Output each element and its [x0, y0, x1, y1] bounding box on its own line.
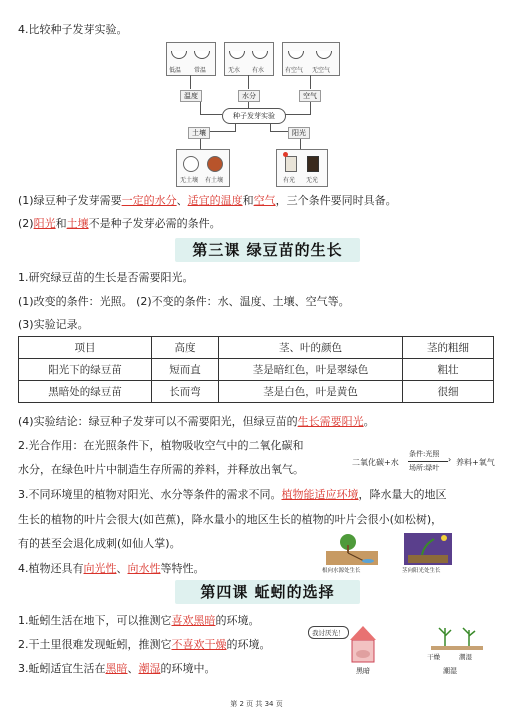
- formula-right: 养料+氧气: [456, 458, 495, 467]
- table-cell: 长而弯: [152, 381, 219, 403]
- diagram-center: [222, 108, 286, 124]
- bowl-icon: [229, 51, 245, 59]
- bowl-icon: [252, 51, 268, 59]
- worm-line-2: 2.干土里很难发现蚯蚓，推测它不喜欢干燥的环境。: [18, 638, 271, 651]
- adaptation-line-3: 有的甚至会退化成刺(如仙人掌)。: [18, 537, 181, 550]
- bowl-icon: [194, 51, 210, 59]
- stem-caption: 茎向阳光处生长: [402, 568, 441, 574]
- table-cell: 黑暗处的绿豆苗: [19, 381, 152, 403]
- lesson3-record-heading: (3)实验记录。: [18, 318, 89, 331]
- dark-label: 黑暗: [356, 667, 370, 675]
- table-header: 茎、叶的颜色: [219, 337, 403, 359]
- arrow-icon: ›: [448, 455, 452, 464]
- table-cell: 粗壮: [403, 359, 494, 381]
- factor-temperature: 温度: [180, 90, 202, 102]
- label-normal-temp: 常温: [194, 67, 207, 74]
- factor-light: 阳光: [288, 127, 310, 139]
- page-footer: 第 2 页 共 34 页: [230, 700, 283, 708]
- label-with-air: 有空气: [285, 67, 304, 74]
- photosynthesis-formula: [352, 450, 502, 480]
- wet-label-bottom: 潮湿: [443, 667, 457, 675]
- table-cell: 短而直: [152, 359, 219, 381]
- paragraph-2: (2)阳光和土壤不是种子发芽必需的条件。: [18, 217, 221, 230]
- diagram-center-label: 种子发芽实验: [233, 112, 275, 120]
- lesson3-item-1: 1.研究绿豆苗的生长是否需要阳光。: [18, 271, 194, 284]
- factor-soil: 土壤: [188, 127, 210, 139]
- factor-water: 水分: [238, 90, 260, 102]
- label-with-light: 有光: [283, 177, 296, 184]
- wet-label: 潮湿: [459, 653, 472, 661]
- speech-bubble: 我讨厌光！: [308, 626, 349, 639]
- table-header: 项目: [19, 337, 152, 359]
- formula-left: 二氧化碳+水: [352, 458, 399, 467]
- worm-dark-image: [308, 618, 380, 678]
- lesson3-conditions: (1)改变的条件：光照。 (2)不变的条件：水、温度、土壤、空气等。: [18, 295, 350, 308]
- bowl-icon: [316, 51, 332, 59]
- table-header-row: [19, 337, 494, 359]
- table-cell: 阳光下的绿豆苗: [19, 359, 152, 381]
- table-header: 高度: [152, 337, 219, 359]
- bowl-icon: [288, 51, 304, 59]
- table-row: [19, 359, 494, 381]
- lesson4-title: 第四课 蚯蚓的选择: [175, 580, 360, 604]
- worm-line-3: 3.蚯蚓适宜生活在黑暗、潮湿的环境中。: [18, 662, 216, 675]
- table-cell: 很细: [403, 381, 494, 403]
- label-water: 有水: [252, 67, 265, 74]
- table-cell: 茎是暗红色，叶是翠绿色: [219, 359, 403, 381]
- worm-line-1: 1.蚯蚓生活在地下，可以推测它喜欢黑暗的环境。: [18, 614, 260, 627]
- light-box: [276, 149, 328, 187]
- conclusion: (4)实验结论：绿豆种子发芽可以不需要阳光，但绿豆苗的生长需要阳光。: [18, 415, 375, 428]
- tropism-line: 4.植物还具有向光性、向水性等特性。: [18, 562, 205, 575]
- dry-label: 干燥: [427, 653, 440, 661]
- adaptation-line-2: 生长的植物的叶片会很大(如芭蕉)，降水量小的地区生长的植物的叶片会很小(如松树)，: [18, 513, 443, 526]
- root-to-water-image: [322, 533, 378, 574]
- label-no-water: 无水: [228, 67, 241, 74]
- lesson3-title: 第三课 绿豆苗的生长: [175, 238, 360, 262]
- label-soil: 有土壤: [205, 177, 224, 184]
- germination-diagram: [160, 40, 350, 190]
- experiment-title: 4.比较种子发芽实验。: [18, 23, 128, 36]
- air-box: [282, 42, 340, 76]
- record-table: [18, 336, 494, 403]
- photosynthesis-line-1: 2.光合作用：在光照条件下，植物吸收空气中的二氧化碳和: [18, 439, 304, 452]
- worm-dry-wet-image: [425, 622, 489, 678]
- temperature-box: [166, 42, 216, 76]
- label-no-light: 无光: [306, 177, 319, 184]
- formula-place: 场所:绿叶: [409, 464, 440, 472]
- soil-box: [176, 149, 230, 187]
- water-box: [224, 42, 274, 76]
- adaptation-line-1: 3.不同环境里的植物对阳光、水分等条件的需求不同。植物能适应环境，降水量大的地区: [18, 488, 447, 501]
- label-no-air: 无空气: [312, 67, 331, 74]
- table-header: 茎的粗细: [403, 337, 494, 359]
- table-row: [19, 381, 494, 403]
- factor-air: 空气: [299, 90, 321, 102]
- stem-to-light-image: [404, 533, 452, 573]
- photosynthesis-line-2: 水分，在绿色叶片中制造生存所需的养料，并释放出氧气。: [18, 463, 304, 476]
- paragraph-1: (1)绿豆种子发芽需要一定的水分、适宜的温度和空气，三个条件要同时具备。: [18, 194, 397, 207]
- table-cell: 茎是白色，叶是黄色: [219, 381, 403, 403]
- label-low-temp: 低温: [169, 67, 182, 74]
- label-no-soil: 无土壤: [180, 177, 199, 184]
- bowl-icon: [171, 51, 187, 59]
- formula-condition: 条件:光照: [409, 450, 440, 458]
- root-caption: 根向水源处生长: [322, 568, 361, 574]
